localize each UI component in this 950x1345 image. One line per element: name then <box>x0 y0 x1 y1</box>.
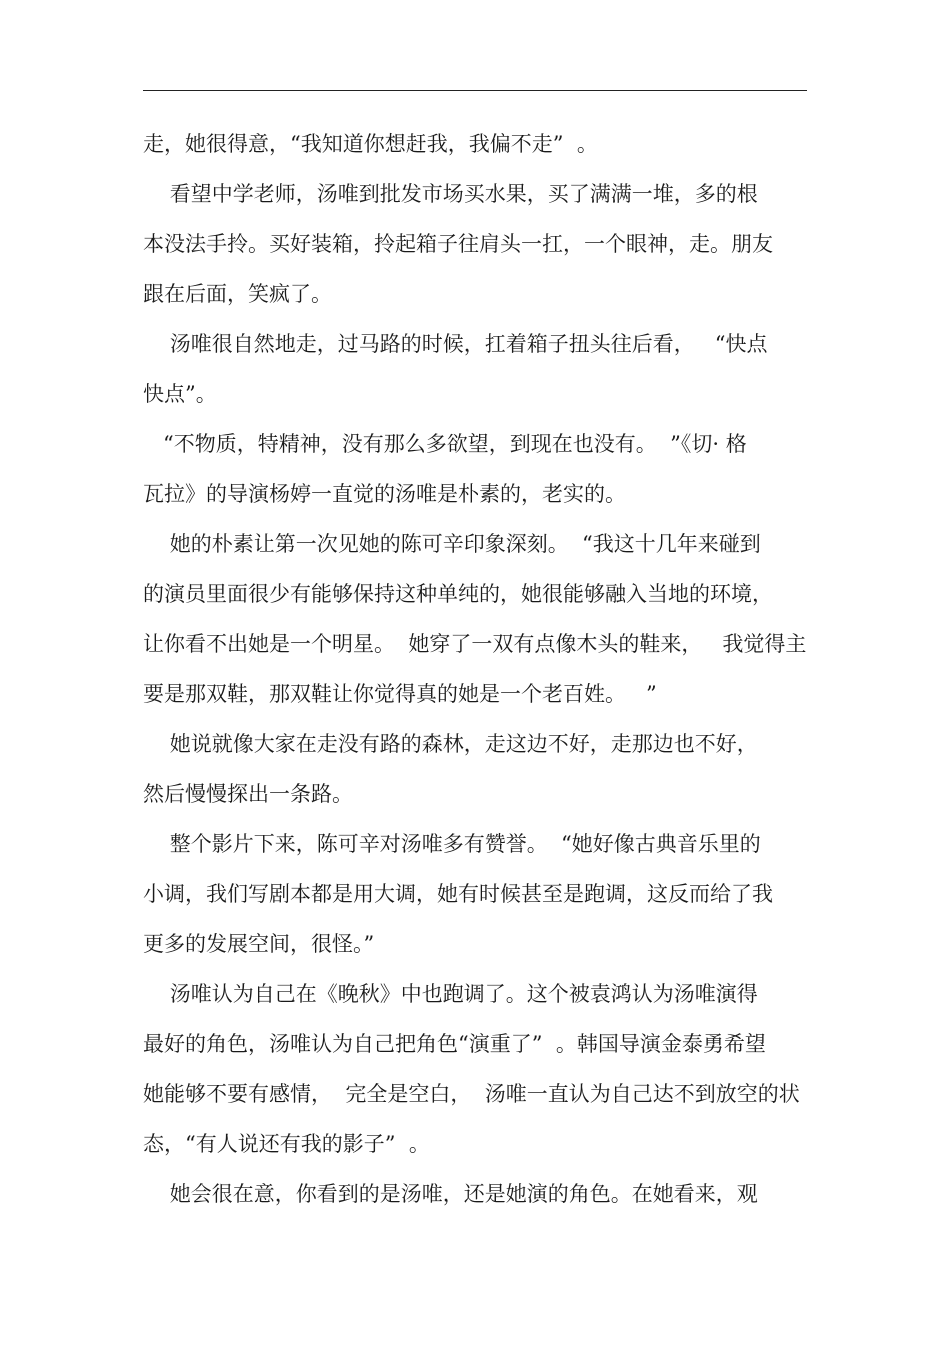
text-line: 她的朴素让第一次见她的陈可辛印象深刻。 “我这十几年来碰到 <box>143 532 761 556</box>
text-line: 汤唯很自然地走，过马路的时候，扛着箱子扭头往后看， “快点 <box>143 332 768 356</box>
text-line: 本没法手拎。买好装箱，拎起箱子往肩头一扛，一个眼神，走。朋友 <box>143 232 773 256</box>
text-line: 的演员里面很少有能够保持这种单纯的，她很能够融入当地的环境， <box>143 582 773 606</box>
text-line: 最好的角色，汤唯认为自己把角色“演重了” 。韩国导演金泰勇希望 <box>143 1032 766 1056</box>
text-line: 更多的发展空间，很怪。” <box>143 932 375 956</box>
text-line: 跟在后面，笑疯了。 <box>143 282 332 306</box>
text-line: 让你看不出她是一个明星。 她穿了一双有点像木头的鞋来， 我觉得主 <box>143 632 807 656</box>
text-line: 她能够不要有感情， 完全是空白， 汤唯一直认为自己达不到放空的状 <box>143 1082 800 1106</box>
text-line: 整个影片下来，陈可辛对汤唯多有赞誉。 “她好像古典音乐里的 <box>143 832 761 856</box>
text-line: 态，“有人说还有我的影子” 。 <box>143 1132 430 1156</box>
text-line: 看望中学老师，汤唯到批发市场买水果，买了满满一堆，多的根 <box>143 182 758 206</box>
text-line: 汤唯认为自己在《晚秋》中也跑调了。这个被袁鸿认为汤唯演得 <box>143 982 758 1006</box>
text-line: 要是那双鞋，那双鞋让你觉得真的她是一个老百姓。 ” <box>143 682 657 706</box>
text-line: 她会很在意，你看到的是汤唯，还是她演的角色。在她看来，观 <box>143 1182 758 1206</box>
text-line: “不物质，特精神，没有那么多欲望，到现在也没有。 ”《切· 格 <box>143 432 747 456</box>
text-line: 快点”。 <box>143 382 217 406</box>
text-line: 她说就像大家在走没有路的森林，走这边不好，走那边也不好， <box>143 732 758 756</box>
header-rule <box>143 90 807 91</box>
text-line: 瓦拉》的导演杨婷一直觉的汤唯是朴素的，老实的。 <box>143 482 626 506</box>
text-line: 小调，我们写剧本都是用大调，她有时候甚至是跑调，这反而给了我 <box>143 882 773 906</box>
text-line: 走，她很得意，“我知道你想赶我，我偏不走” 。 <box>143 132 598 156</box>
text-line: 然后慢慢探出一条路。 <box>143 782 353 806</box>
